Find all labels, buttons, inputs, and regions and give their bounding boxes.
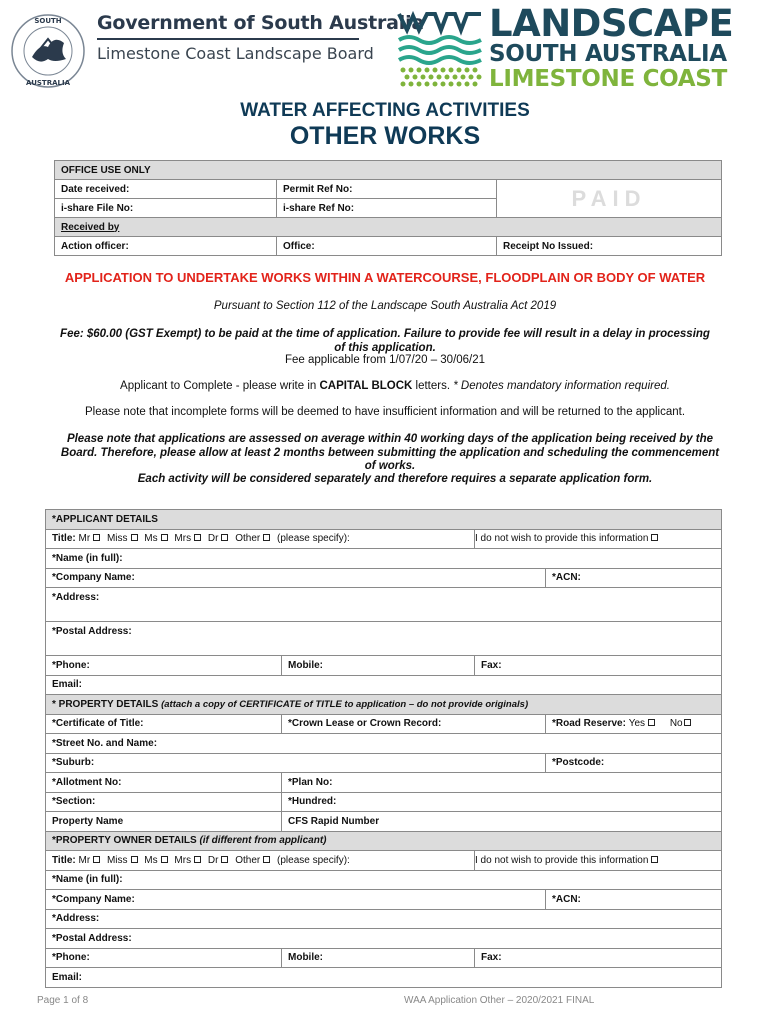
assessment-note: Please note that applications are assessed on average within 40 working days of the application being received by the Board. Therefore, please allow at least 2 months between submitting the application and scheduling the commencement of works. bbox=[60, 433, 720, 472]
title-label: Title: bbox=[52, 854, 76, 866]
no-wish-checkbox[interactable] bbox=[651, 534, 658, 541]
application-form-table bbox=[45, 509, 722, 988]
section-field[interactable]: *Section: bbox=[46, 792, 282, 812]
receipt-no-field[interactable]: Receipt No Issued: bbox=[497, 237, 722, 256]
brand-line-1: LANDSCAPE bbox=[489, 2, 734, 45]
applicant-company-field[interactable]: *Company Name: bbox=[46, 568, 546, 588]
allotment-field[interactable]: *Allotment No: bbox=[46, 773, 282, 793]
south-australia-seal-logo bbox=[10, 13, 86, 89]
received-by-heading: Received by bbox=[61, 221, 120, 233]
no-label: No bbox=[669, 718, 683, 730]
yes-label: Yes bbox=[628, 718, 646, 730]
mandatory-note: * Denotes mandatory information required. bbox=[453, 380, 670, 392]
applicant-mobile-field[interactable] bbox=[282, 656, 475, 676]
applicant-email-field[interactable]: Email: bbox=[46, 675, 722, 695]
incomplete-forms-note: Please note that incomplete forms will be deemed to have insufficient information and will be returned to the applicant. bbox=[84, 406, 686, 418]
mrs-label: Mrs bbox=[174, 533, 192, 545]
dr-label: Dr bbox=[207, 854, 219, 866]
mrs-checkbox[interactable] bbox=[194, 856, 201, 863]
applicant-title-row bbox=[46, 529, 475, 549]
no-wish-cell bbox=[475, 529, 722, 549]
applicant-fax-field[interactable]: Fax: bbox=[475, 656, 722, 676]
no-wish-label: I do not wish to provide this information bbox=[475, 533, 649, 545]
owner-company-field[interactable]: *Company Name: bbox=[46, 890, 546, 910]
government-title: Government of South Australia bbox=[97, 12, 425, 34]
no-wish-checkbox[interactable] bbox=[651, 856, 658, 863]
applicant-phone-field[interactable]: *Phone: bbox=[46, 656, 282, 676]
ms-checkbox[interactable] bbox=[161, 534, 168, 541]
certificate-field[interactable]: *Certificate of Title: bbox=[46, 714, 282, 734]
mobile-label: Mobile: bbox=[288, 659, 323, 671]
ms-label: Ms bbox=[144, 854, 158, 866]
date-received-field[interactable]: Date received: bbox=[55, 180, 277, 199]
instructions-text: Applicant to Complete - please write in bbox=[120, 380, 320, 392]
property-heading-label: * PROPERTY DETAILS bbox=[52, 698, 159, 710]
action-officer-field[interactable]: Action officer: bbox=[55, 237, 277, 256]
owner-postal-field[interactable]: *Postal Address: bbox=[46, 929, 722, 949]
cfs-number-field[interactable]: CFS Rapid Number bbox=[282, 812, 722, 832]
owner-heading-label: *PROPERTY OWNER DETAILS bbox=[52, 835, 197, 847]
title-label: Title: bbox=[52, 533, 76, 545]
complete-instructions bbox=[0, 380, 770, 392]
ms-label: Ms bbox=[144, 533, 158, 545]
owner-acn-field[interactable]: *ACN: bbox=[546, 890, 722, 910]
brand-line-3: LIMESTONE COAST bbox=[489, 66, 727, 92]
owner-email-field[interactable]: Email: bbox=[46, 968, 722, 988]
owner-heading bbox=[46, 831, 722, 851]
postcode-field[interactable]: *Postcode: bbox=[546, 753, 722, 773]
plan-field[interactable]: *Plan No: bbox=[282, 773, 722, 793]
mr-label: Mr bbox=[78, 854, 91, 866]
owner-address-field[interactable]: *Address: bbox=[46, 909, 722, 929]
property-heading-note: (attach a copy of CERTIFICATE of TITLE to application – do not provide originals) bbox=[161, 698, 529, 710]
miss-checkbox[interactable] bbox=[131, 534, 138, 541]
property-heading bbox=[46, 695, 722, 715]
applicant-name-field[interactable]: *Name (in full): bbox=[46, 549, 722, 569]
owner-mobile-field[interactable]: Mobile: bbox=[282, 948, 475, 968]
road-reserve-label: *Road Reserve: bbox=[552, 718, 626, 730]
applicant-heading: *APPLICANT DETAILS bbox=[46, 510, 722, 530]
office-use-heading: OFFICE USE ONLY bbox=[55, 161, 722, 180]
instructions-text-2: letters. bbox=[412, 380, 454, 392]
fee-applicable-text: Fee applicable from 1/07/20 – 30/06/21 bbox=[284, 354, 486, 366]
other-checkbox[interactable] bbox=[263, 534, 270, 541]
landscape-sa-wordmark bbox=[489, 2, 734, 92]
brand-line-2: SOUTH AUSTRALIA bbox=[489, 41, 727, 67]
fee-text: Fee: $60.00 (GST Exempt) to be paid at the time of application. Failure to provide fee will result in a delay in processing of this application. bbox=[60, 328, 710, 354]
board-name: Limestone Coast Landscape Board bbox=[97, 44, 374, 63]
page-header bbox=[0, 0, 770, 100]
specify-label: (please specify): bbox=[277, 533, 350, 545]
yes-checkbox[interactable] bbox=[648, 719, 655, 726]
paid-stamp: PAID bbox=[497, 180, 722, 218]
ishare-file-field[interactable]: i-share File No: bbox=[55, 199, 277, 218]
capital-block-text: CAPITAL BLOCK bbox=[319, 380, 413, 392]
suburb-field[interactable]: *Suburb: bbox=[46, 753, 546, 773]
hundred-field[interactable]: *Hundred: bbox=[282, 792, 722, 812]
document-title: OTHER WORKS bbox=[289, 122, 481, 150]
document-supertitle: WATER AFFECTING ACTIVITIES bbox=[240, 100, 530, 121]
document-reference: WAA Application Other – 2020/2021 FINAL bbox=[404, 995, 595, 1006]
owner-phone-field[interactable]: *Phone: bbox=[46, 948, 282, 968]
other-label: Other bbox=[235, 533, 261, 545]
mrs-checkbox[interactable] bbox=[194, 534, 201, 541]
applicant-postal-field[interactable]: *Postal Address: bbox=[46, 622, 722, 656]
miss-label: Miss bbox=[106, 533, 128, 545]
owner-name-field[interactable]: *Name (in full): bbox=[46, 870, 722, 890]
miss-label: Miss bbox=[106, 854, 128, 866]
owner-fax-field[interactable]: Fax: bbox=[475, 948, 722, 968]
svg-text:AUSTRALIA: AUSTRALIA bbox=[26, 79, 70, 87]
dr-label: Dr bbox=[207, 533, 219, 545]
no-checkbox[interactable] bbox=[684, 719, 691, 726]
applicant-acn-field[interactable]: *ACN: bbox=[546, 568, 722, 588]
separate-activity-note: Each activity will be considered separately and therefore requires a separate application form. bbox=[137, 473, 653, 485]
office-field[interactable]: Office: bbox=[277, 237, 497, 256]
crown-lease-field[interactable]: *Crown Lease or Crown Record: bbox=[282, 714, 546, 734]
applicant-address-field[interactable]: *Address: bbox=[46, 588, 722, 622]
other-label: Other bbox=[235, 854, 261, 866]
page-number: Page 1 of 8 bbox=[37, 995, 89, 1006]
application-heading: APPLICATION TO UNDERTAKE WORKS WITHIN A WATERCOURSE, FLOODPLAIN OR BODY OF WATER bbox=[64, 270, 706, 285]
government-branding bbox=[97, 12, 424, 63]
mr-checkbox[interactable] bbox=[93, 534, 100, 541]
dr-checkbox[interactable] bbox=[221, 856, 228, 863]
road-reserve-field bbox=[546, 714, 722, 734]
dr-checkbox[interactable] bbox=[221, 534, 228, 541]
no-wish-cell bbox=[475, 851, 722, 871]
svg-text:SOUTH: SOUTH bbox=[34, 17, 62, 25]
permit-ref-field[interactable]: Permit Ref No: bbox=[277, 180, 497, 199]
landscape-sa-logo-icon bbox=[397, 10, 483, 90]
other-checkbox[interactable] bbox=[263, 856, 270, 863]
mr-label: Mr bbox=[78, 533, 91, 545]
property-name-field[interactable]: Property Name bbox=[46, 812, 282, 832]
office-use-table bbox=[54, 160, 722, 256]
no-wish-label: I do not wish to provide this information bbox=[475, 854, 649, 866]
ishare-ref-field[interactable]: i-share Ref No: bbox=[277, 199, 497, 218]
street-field[interactable]: *Street No. and Name: bbox=[46, 734, 722, 754]
specify-label: (please specify): bbox=[277, 854, 350, 866]
mrs-label: Mrs bbox=[174, 854, 192, 866]
miss-checkbox[interactable] bbox=[131, 856, 138, 863]
pursuant-text: Pursuant to Section 112 of the Landscape South Australia Act 2019 bbox=[213, 300, 557, 312]
owner-title-row bbox=[46, 851, 475, 871]
owner-heading-note: (if different from applicant) bbox=[199, 835, 327, 847]
mr-checkbox[interactable] bbox=[93, 856, 100, 863]
ms-checkbox[interactable] bbox=[161, 856, 168, 863]
divider bbox=[97, 38, 359, 40]
